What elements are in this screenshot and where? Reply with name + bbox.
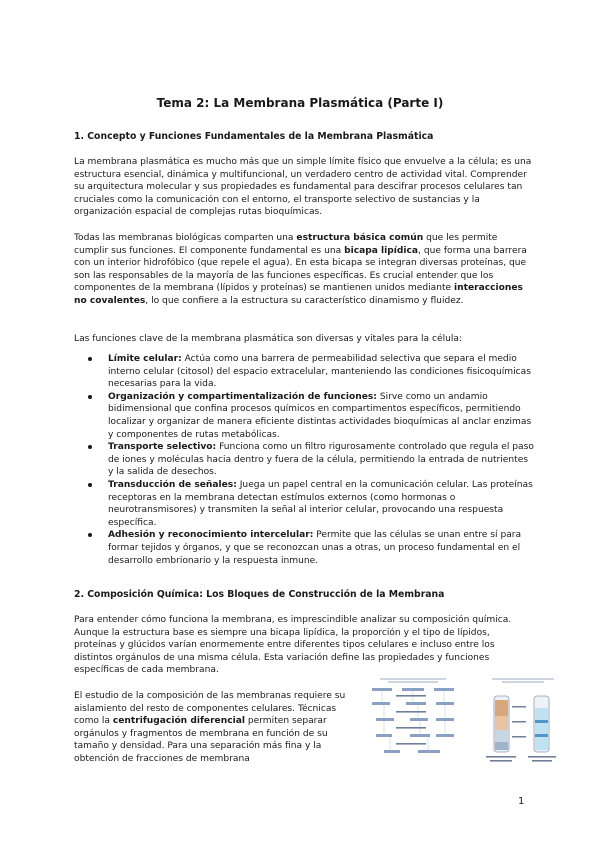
list-item: Organización y compartimentalización de funciones: Sirve como un andamio bidimensional que confina procesos químicos en compartimentos específicos, permitiendo localizar y organizar de manera eficiente distintas actividades bioquímicas al anclar enzimas y componentes de rutas metabólicas.: [74, 391, 534, 441]
bold-term: bicapa lipídica: [344, 245, 419, 256]
section-1-heading: 1. Concepto y Funciones Fundamentales de la Membrana Plasmática: [74, 131, 434, 142]
list-item-term: Organización y compartimentalización de funciones:: [108, 391, 377, 402]
centrifuge-tubes-figure: [480, 676, 566, 764]
list-item-term: Límite celular:: [108, 354, 182, 364]
list-item: Transporte selectivo: Funciona como un filtro rigurosamente controlado que regula el paso de iones y moléculas hacia dentro y fuera de la célula, permitiendo la entrada de nutrientes y la salida de desechos.: [74, 441, 534, 479]
bold-term: centrifugación diferencial: [112, 716, 245, 727]
bold-term: interacciones no covalentes: [74, 283, 523, 306]
bold-term: estructura básica común: [296, 233, 424, 243]
list-item-term: Transporte selectivo:: [108, 442, 217, 453]
list-item: Límite celular: Actúa como una barrera de permeabilidad selectiva que separa el medio interno celular (citosol) del espacio extracelular, manteniendo las condiciones fisicoquímicas necesarias para la vida.: [74, 353, 534, 391]
list-item-term: Transducción de señales:: [108, 479, 237, 490]
functions-list: [74, 353, 534, 567]
page-number: 1: [518, 796, 525, 807]
section-1-paragraph-2: Todas las membranas biológicas comparten una estructura básica común que les permite cumplir sus funciones. El componente fundamental es una bicapa lipídica, que forma una barrera con un interior hidrofóbico (que repele el agua). En esta bicapa se integran diversas proteínas, que son las responsables de la mayoría de las funciones específicas. Es crucial entender que los componentes de la membrana (lípidos y proteínas) se mantienen unidos mediante interacciones no covalentes, lo que confiere a la estructura su característico dinamismo y fluidez.: [74, 233, 527, 306]
list-item: Adhesión y reconocimiento intercelular: Permite que las células se unan entre sí para formar tejidos y órganos, y que se reconozcan unas a otras, un proceso fundamental en el desarrollo embrionario y la respuesta inmune.: [74, 529, 534, 567]
section-2-heading: 2. Composición Química: Los Bloques de Construcción de la Membrana: [74, 589, 445, 600]
centrifugation-diagram-figure: [366, 676, 462, 764]
section-2-paragraph-2: El estudio de la composición de las membranas requiere su aislamiento del resto de componentes celulares. Técnicas como la centrifugación diferencial permiten separar orgánulos y fragmentos de membrana en función de su tamaño y densidad. Para una separación más fina y la obtención de fracciones de membrana: [74, 691, 346, 764]
list-item-term: Adhesión y reconocimiento intercelular:: [108, 530, 314, 541]
list-item: Transducción de señales: Juega un papel central en la comunicación celular. Las proteínas receptoras en la membrana detectan estímulos externos (como hormonas o neurotransmisores) y transmiten la señal al interior celular, provocando una respuesta específica.: [74, 479, 534, 529]
section-1-paragraph-1: La membrana plasmática es mucho más que un simple límite físico que envuelve a la célula; es una estructura esencial, dinámica y multifuncional, un verdadero centro de actividad vital. Comprender su arquitectura molecular y sus propiedades es fundamental para descifrar procesos celulares tan cruciales como la comunicación con el entorno, el transporte selectivo de sustancias y la organización espacial de complejas rutas bioquímicas.: [74, 157, 532, 218]
section-1-paragraph-3: Las funciones clave de la membrana plasmática son diversas y vitales para la célula:: [74, 334, 463, 344]
section-2-paragraph-1: Para entender cómo funciona la membrana, es imprescindible analizar su composición química. Aunque la estructura base es siempre una bicapa lipídica, la proporción y el tipo de lípidos, proteínas y glúcidos varían enormemente entre diferentes tipos celulares e incluso entre los distintos orgánulos de una misma célula. Esta variación define las propiedades y funciones específicas de cada membrana.: [74, 615, 512, 676]
page-title: Tema 2: La Membrana Plasmática (Parte I): [156, 96, 444, 110]
